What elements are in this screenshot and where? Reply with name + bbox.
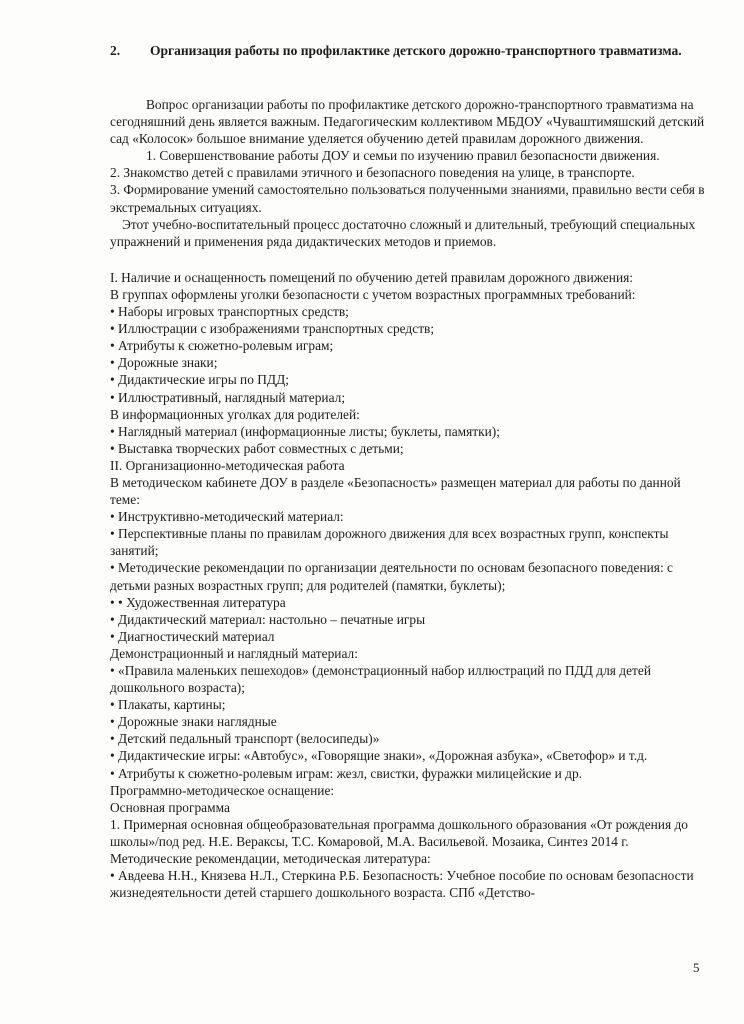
- list-item: • Наборы игровых транспортных средств;: [110, 304, 349, 320]
- list-item: • Дорожные знаки;: [110, 355, 218, 371]
- section-ii-title: II. Организационно-методическая работа: [110, 457, 345, 473]
- list-item: • Иллюстрации с изображениями транспортных средств;: [110, 321, 435, 337]
- list-item: • Иллюстративный, наглядный материал;: [110, 389, 346, 405]
- list-item: • Дидактический материал: настольно – печатные игры: [110, 611, 426, 627]
- section-heading: [110, 42, 710, 59]
- list-item: • «Правила маленьких пешеходов» (демонстрационный набор иллюстраций по ПДД для детей дошкольного возраста);: [110, 663, 651, 696]
- list-item: • Дидактические игры: «Автобус», «Говорящие знаки», «Дорожная азбука», «Светофор» и т.д.: [110, 748, 648, 764]
- list-item: • • Художественная литература: [110, 594, 286, 610]
- list-item: • Диагностический материал: [110, 628, 275, 644]
- list-item: • Детский педальный транспорт (велосипеды)»: [110, 731, 380, 747]
- text-line: Демонстрационный и наглядный материал:: [110, 645, 358, 661]
- list-item: • Перспективные планы по правилам дорожного движения для всех возрастных групп, конспекты занятий;: [110, 526, 669, 559]
- list-item: • Дидактические игры по ПДД;: [110, 372, 289, 388]
- section-i-title: I. Наличие и оснащенность помещений по обучению детей правилам дорожного движения:: [110, 269, 633, 285]
- page-number: 5: [693, 960, 700, 975]
- goal-item-2: 2. Знакомство детей с правилами этичного и безопасного поведения на улице, в транспорте.: [110, 165, 635, 181]
- text-line: В информационных уголках для родителей:: [110, 406, 360, 422]
- process-paragraph: Этот учебно-воспитательный процесс достаточно сложный и длительный, требующий специальных упражнений и применения ряда дидактических методов и приемов.: [110, 216, 696, 249]
- list-item: • Методические рекомендации по организации деятельности по основам безопасного поведения: с детьми разных возрастных групп; для родителей (памятки, буклеты);: [110, 560, 673, 593]
- list-item: • Атрибуты к сюжетно-ролевым играм;: [110, 338, 334, 354]
- program-reference: 1. Примерная основная общеобразовательная программа дошкольного образования «От рождения до школы»/под ред. Н.Е. Вераксы, Т.С. Комаровой, М.А. Васильевой. Мозаика, Синтез 2014 г.: [110, 816, 688, 849]
- list-item: • Инструктивно-методический материал:: [110, 509, 344, 525]
- list-item: • Авдеева Н.Н., Князева Н.Л., Стеркина Р.Б. Безопасность: Учебное пособие по основам безопасности жизнедеятельности детей старшего дошкольного возраста. СПб «Детство-: [110, 868, 694, 901]
- list-item: • Дорожные знаки наглядные: [110, 714, 277, 730]
- list-item: • Плакаты, картины;: [110, 697, 226, 713]
- text-line: В группах оформлены уголки безопасности с учетом возрастных программных требований:: [110, 286, 636, 302]
- intro-paragraph: Вопрос организации работы по профилактике детского дорожно-транспортного травматизма на сегодняшний день является важным. Педагогическим коллективом МБДОУ «Чуваштимяшский детский сад «Колосок» большое внимание уделяется обучению детей правилам дорожного движения.: [110, 97, 705, 147]
- text-line: Методические рекомендации, методическая литература:: [110, 851, 431, 867]
- document-body: [110, 96, 712, 901]
- list-item: • Выставка творческих работ совместных с детьми;: [110, 440, 404, 456]
- text-line: В методическом кабинете ДОУ в разделе «Безопасность» размещен материал для работы по данной теме:: [110, 474, 681, 508]
- list-item: • Атрибуты к сюжетно-ролевым играм: жезл, свистки, фуражки милицейские и др.: [110, 765, 583, 781]
- goal-item-1: 1. Совершенствование работы ДОУ и семьи по изучению правил безопасности движения.: [146, 148, 660, 164]
- paragraph-gap: [110, 250, 712, 269]
- section-number: 2.: [110, 43, 121, 58]
- list-item: • Наглядный материал (информационные листы; буклеты, памятки);: [110, 423, 500, 439]
- goal-item-3: 3. Формирование умений самостоятельно пользоваться полученными знаниями, правильно вести себя в экстремальных ситуациях.: [110, 182, 705, 215]
- section-title: Организация работы по профилактике детского дорожно-транспортного травматизма.: [150, 43, 682, 58]
- text-line: Программно-методическое оснащение:: [110, 782, 335, 798]
- text-line: Основная программа: [110, 799, 230, 815]
